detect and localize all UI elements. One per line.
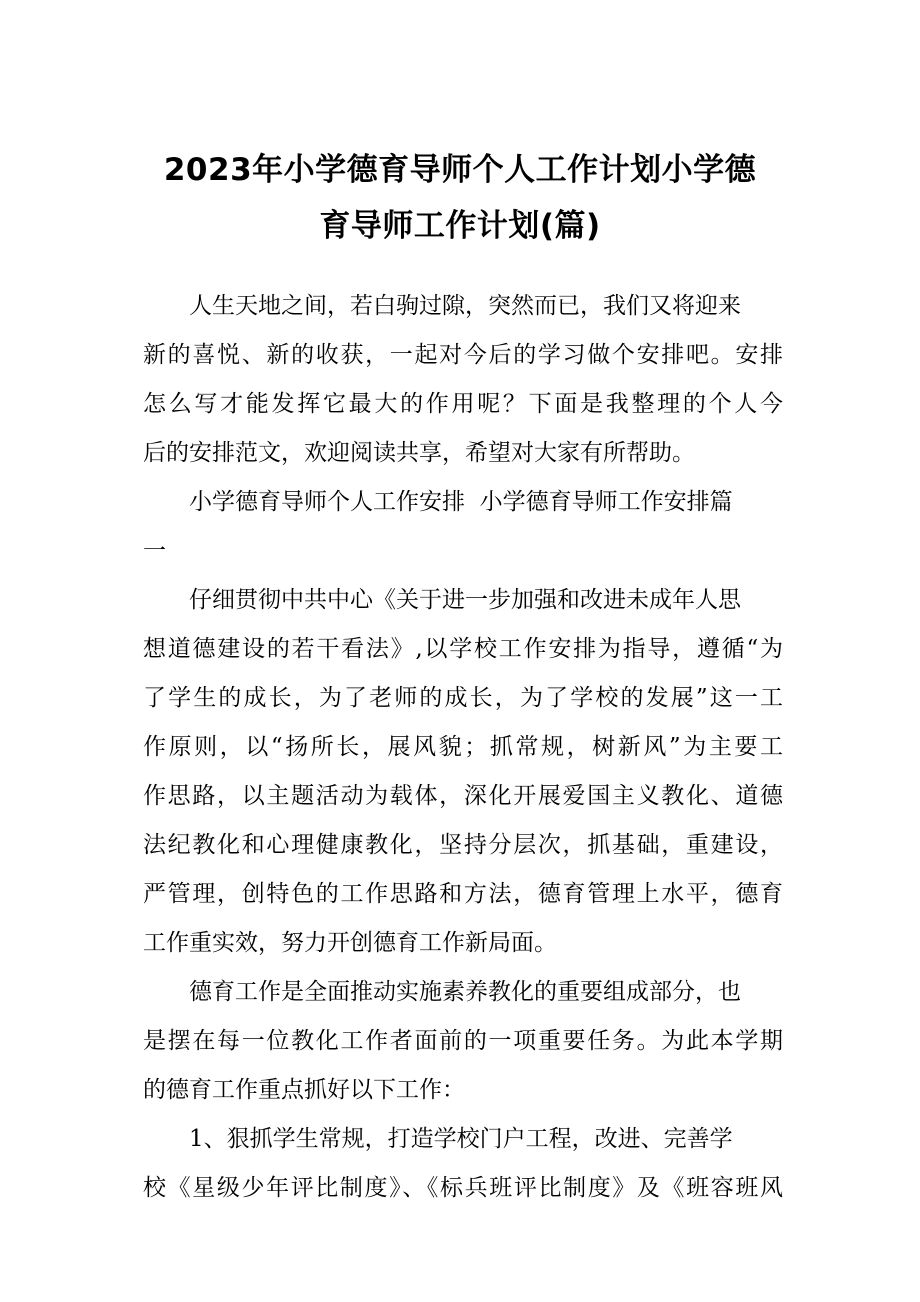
title-line-1: 2023年小学德育导师个人工作计划小学德 [163,152,757,188]
text-line: 是摆在每一位教化工作者面前的一项重要任务。为此本学期 [143,1028,783,1054]
text-line: 校《星级少年评比制度》、《标兵班评比制度》及《班容班风 [143,1175,783,1201]
text-line: 1、狠抓学生常规，打造学校门户工程，改进、完善学 [189,1126,733,1152]
paragraph-guideline [143,576,783,968]
title-line-2: 育导师工作计划(篇) [319,208,601,244]
text-line: 人生天地之间，若白驹过隙，突然而已，我们又将迎来 [189,293,741,319]
text-line: 作思路，以主题活动为载体，深化开展爱国主义教化、道德 [143,783,783,809]
text-line: 德育工作是全面推动实施素养教化的重要组成部分，也 [189,979,741,1005]
text-line: 了学生的成长，为了老师的成长，为了学校的发展”这一工 [143,685,783,711]
text-line: 想道德建设的若干看法》,以学校工作安排为指导，遵循“为 [143,636,783,662]
text-line: 作原则，以“扬所长，展风貌；抓常规，树新风”为主要工 [143,734,783,760]
document-body [143,282,783,1213]
text-line: 怎么写才能发挥它最大的作用呢？下面是我整理的个人今 [143,391,783,417]
text-line: 小学德育导师个人工作安排 小学德育导师工作安排篇 [189,489,733,515]
text-line: 后的安排范文，欢迎阅读共享，希望对大家有所帮助。 [143,440,695,466]
paragraph-item-1 [143,1115,783,1213]
text-line: 一 [143,538,166,564]
text-line: 新的喜悦、新的收获，一起对今后的学习做个安排吧。安排 [143,342,783,368]
text-line: 法纪教化和心理健康教化，坚持分层次，抓基础，重建设， [143,832,783,858]
text-line: 仔细贯彻中共中心《关于进一步加强和改进未成年人思 [189,587,741,613]
text-line: 工作重实效，努力开创德育工作新局面。 [143,930,557,956]
paragraph-importance [143,968,783,1115]
document-title [120,142,800,254]
text-line: 的德育工作重点抓好以下工作： [143,1077,465,1103]
paragraph-section-heading [143,478,783,576]
text-line: 严管理，创特色的工作思路和方法，德育管理上水平，德育 [143,881,783,907]
paragraph-intro [143,282,783,478]
